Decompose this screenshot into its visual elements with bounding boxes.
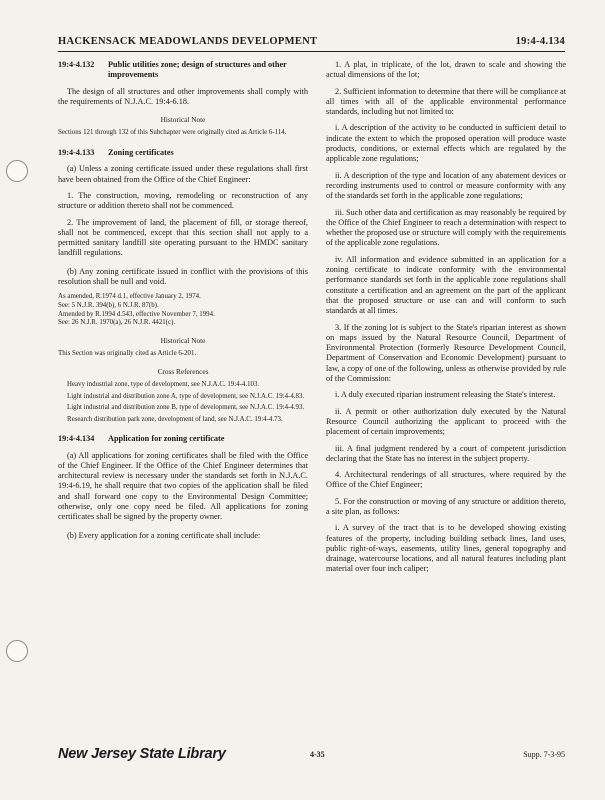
historical-note-text: Sections 121 through 132 of this Subchapter were originally cited as Article 6-114. bbox=[58, 129, 287, 137]
page-number: 4-35 bbox=[310, 750, 325, 759]
item-2-ii: ii. A description of the type and location of any abatement devices or recording instruments used to control or measure conformity with any of the standards set forth in the applicable zone regulations; bbox=[326, 170, 566, 201]
item-2-iv: iv. All information and evidence submitted in an application for a zoning certificate to indicate conformity with the environmental performance standards set forth in the applicable zone regulations shall constitute a certification and an agreement on the part of the applicant that the proposed structure or use can and will conform to such standards at all times. bbox=[326, 254, 566, 316]
item-5: 5. For the construction or moving of any structure or addition thereto, a site plan, as follows: bbox=[326, 496, 566, 516]
cross-reference-item: Research distribution park zone, development of land, see N.J.A.C. 19:4-4.73. bbox=[67, 415, 283, 423]
header-rule bbox=[58, 51, 565, 52]
section-number: 19:4-4.133 bbox=[58, 148, 95, 158]
section-title: Application for zoning certificate bbox=[108, 434, 225, 444]
supplement-date: Supp. 7-3-95 bbox=[523, 750, 565, 759]
section-132-body: The design of all structures and other improvements shall comply with the requirements of N.J.A.C. 19:4-6.18. bbox=[58, 86, 308, 106]
item-3: 3. If the zoning lot is subject to the State's riparian interest as shown on maps issued by the Natural Resource Council, Department of Environmental Protection (formerly Resource Development Council, Department of Conservation and Economic Development) pursuant to law, a copy of one of the following, unless as otherwise provided by rule of the Commission: bbox=[326, 322, 566, 384]
section-133-a2: 2. The improvement of land, the placement of fill, or storage thereof, shall not be commenced, except that this section shall not apply to a permitted sanitary landfill site operating pursuant to the HMDC sanitary landfill regulations. bbox=[58, 217, 308, 258]
historical-note-heading: Historical Note bbox=[160, 335, 206, 345]
item-3-ii: ii. A permit or other authorization duly executed by the Natural Resource Council authorizing the applicant to proceed with the placement of certain improvements; bbox=[326, 406, 566, 437]
item-3-i: i. A duly executed riparian instrument releasing the State's interest. bbox=[335, 390, 556, 400]
item-2: 2. Sufficient information to determine that there will be compliance at all times with all of the applicable environmental performance standards, including but not limited to: bbox=[326, 86, 567, 117]
item-3-iii: iii. A final judgment rendered by a court of competent jurisdiction declaring that the State has no interest in the subject property. bbox=[326, 443, 566, 463]
amend-line: As amended, R.1974 d.1, effective January 2, 1974. bbox=[58, 293, 201, 301]
header-title: HACKENSACK MEADOWLANDS DEVELOPMENT bbox=[58, 36, 318, 47]
right-column bbox=[326, 60, 566, 581]
section-number: 19:4-4.134 bbox=[58, 434, 95, 444]
left-column bbox=[58, 60, 308, 547]
historical-note-text: This Section was originally cited as Article 6-201. bbox=[58, 350, 197, 358]
amendment-notes bbox=[58, 293, 308, 327]
cross-reference-item: Heavy industrial zone, type of development, see N.J.A.C. 19:4-4.103. bbox=[67, 380, 260, 388]
binder-hole-top bbox=[6, 160, 28, 182]
section-133-a1: 1. The construction, moving, remodeling or reconstruction of any structure or addition thereto shall not be commenced. bbox=[58, 190, 308, 211]
section-133-b: (b) Any zoning certificate issued in conflict with the provisions of this resolution shall be null and void. bbox=[58, 266, 308, 287]
item-4: 4. Architectural renderings of all structures, where required by the Office of the Chief Engineer; bbox=[326, 470, 566, 490]
item-1: 1. A plat, in triplicate, of the lot, drawn to scale and showing the actual dimensions of the lot; bbox=[326, 60, 566, 80]
item-5-i: i. A survey of the tract that is to be developed showing existing features of the property, including building setback lines, land uses, public right-of-ways, easements, utility lines, general topography and drainage, watercourse locations, and all natural features including plant material over four inch caliper; bbox=[326, 523, 566, 574]
header-section-ref: 19:4-4.134 bbox=[515, 36, 565, 47]
cross-references-heading: Cross References bbox=[157, 366, 209, 376]
cross-reference-item: Light industrial and distribution zone B, type of development, see N.J.A.C. 19:4-4.93. bbox=[67, 404, 305, 412]
historical-note-heading: Historical Note bbox=[160, 115, 206, 125]
section-title: Zoning certificates bbox=[108, 148, 174, 158]
item-2-i: i. A description of the activity to be conducted in sufficient detail to indicate the extent to which the proposed operation will produce waste products, conditions, or external effects which are regulated by the applicable zone regulations; bbox=[326, 123, 566, 164]
section-132-heading bbox=[58, 60, 308, 81]
cross-reference-item: Light industrial and distribution zone A, type of development, see N.J.A.C. 19:4-4.83. bbox=[67, 392, 305, 400]
section-134-b: (b) Every application for a zoning certificate shall include: bbox=[67, 530, 261, 540]
library-stamp: New Jersey State Library bbox=[58, 746, 226, 762]
page-footer bbox=[58, 746, 565, 766]
section-134-heading bbox=[58, 434, 308, 444]
binder-hole-bottom bbox=[6, 640, 28, 662]
section-133-heading bbox=[58, 148, 308, 158]
amend-line: Amended by R.1994 d.543, effective November 7, 1994. bbox=[58, 310, 215, 318]
section-134-a: (a) All applications for zoning certificates shall be filed with the Office of the Chief Engineer. If the Office of the Chief Engineer determines that architectural review is necessary under the standards set forth in N.J.A.C. 19:4-6.19, he shall require that two copies of the application shall be filed and shall forward one copy to the Environmental Design Committee; otherwise, only one copy need be filed. All applications for zoning certificates shall be signed by the property owner. bbox=[58, 450, 308, 522]
amend-line: See: 26 N.J.R. 1970(a), 26 N.J.R. 4421(c). bbox=[58, 319, 176, 327]
section-title: Public utilities zone; design of structures and other improvements bbox=[108, 60, 287, 80]
section-number: 19:4-4.132 bbox=[58, 60, 95, 69]
item-2-iii: iii. Such other data and certification as may reasonably be required by the Office of the Chief Engineer to reach a determination with respect to whether the proposed use or structure will comply with the requirements of the applicable zone regulations. bbox=[326, 207, 566, 248]
amend-line: See: 5 N.J.R. 394(b), 6 N.J.R. 87(b). bbox=[58, 301, 159, 309]
section-133-a: (a) Unless a zoning certificate issued under these regulations shall first have been obtained from the Office of the Chief Engineer: bbox=[58, 164, 308, 184]
